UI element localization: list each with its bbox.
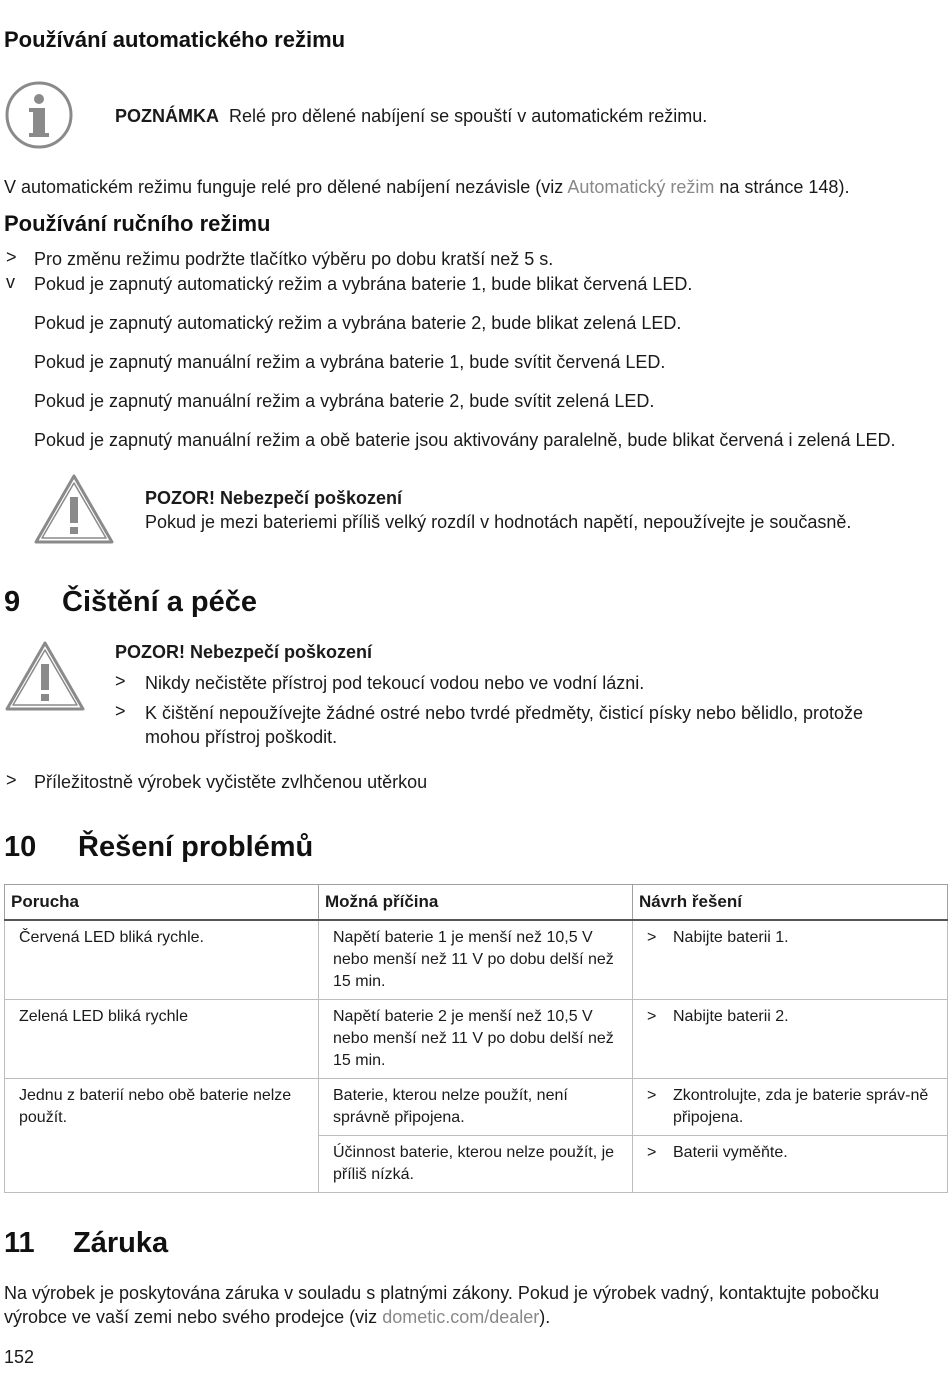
heading-section-9	[4, 586, 257, 619]
solution-text: Nabijte baterii 2.	[673, 1008, 789, 1025]
bullet-marker: >	[647, 1144, 657, 1161]
solution-cell	[633, 1000, 948, 1079]
cause-cell: Napětí baterie 2 je menší než 10,5 V nebo menší než 11 V po dobu delší než 15 min.	[319, 1000, 633, 1079]
column-header: Možná příčina	[319, 885, 633, 921]
heading-manual-mode: Používání ručního režimu	[4, 211, 271, 236]
link-automatic-mode[interactable]: Automatický režim	[567, 177, 715, 197]
manual-result: Pokud je zapnutý automatický režim a vybrána baterie 2, bude blikat zelená LED.	[34, 313, 682, 333]
warning-icon	[4, 640, 86, 712]
heading-section-11	[4, 1227, 168, 1260]
solution-text: Zkontrolujte, zda je baterie správ-ně připojena.	[673, 1087, 929, 1126]
cause-cell: Účinnost baterie, kterou nelze použít, je příliš nízká.	[319, 1136, 633, 1193]
cleaning-action: Příležitostně výrobek vyčistěte zvlhčenou utěrkou	[34, 772, 428, 792]
result-marker: v	[6, 272, 15, 292]
section-number: 10	[4, 831, 37, 863]
note-label: POZNÁMKA	[115, 106, 219, 126]
note	[115, 104, 707, 128]
bullet-marker: >	[115, 701, 126, 721]
action-marker: >	[6, 247, 17, 267]
caution-title: POZOR! Nebezpečí poškození	[115, 642, 373, 662]
auto-mode-paragraph	[4, 175, 849, 199]
note-text: Relé pro dělené nabíjení se spouští v automatickém režimu.	[229, 106, 708, 126]
caution-item: Nikdy nečistěte přístroj pod tekoucí vodou nebo ve vodní lázni.	[145, 673, 645, 693]
caution-title: POZOR! Nebezpečí poškození	[145, 488, 403, 508]
column-header: Návrh řešení	[633, 885, 948, 921]
solution-cell	[633, 920, 948, 1000]
link-dealer[interactable]: dometic.com/dealer	[382, 1307, 540, 1327]
solution-text: Baterii vyměňte.	[673, 1144, 788, 1161]
caution-text: Pokud je mezi bateriemi příliš velký rozdíl v hodnotách napětí, nepoužívejte je současně.	[145, 512, 852, 532]
solution-text: Nabijte baterii 1.	[673, 929, 789, 946]
auto-para-tail: na stránce 148).	[714, 177, 850, 197]
heading-section-10	[4, 831, 313, 864]
bullet-marker: >	[115, 671, 126, 691]
info-icon	[4, 80, 74, 150]
bullet-marker: >	[647, 929, 657, 946]
action-marker: >	[6, 770, 17, 790]
solution-cell	[633, 1136, 948, 1193]
table-row	[5, 920, 948, 1000]
bullet-marker: >	[647, 1008, 657, 1025]
fault-cell: Červená LED bliká rychle.	[5, 920, 319, 1000]
manual-result: Pokud je zapnutý manuální režim a vybrána baterie 1, bude svítit červená LED.	[34, 352, 666, 372]
table-header-row	[5, 885, 948, 921]
page-number: 152	[4, 1347, 35, 1367]
fault-cell: Zelená LED bliká rychle	[5, 1000, 319, 1079]
table-row	[5, 1000, 948, 1079]
section-title: Čištění a péče	[62, 586, 258, 618]
section-title: Záruka	[73, 1227, 169, 1259]
caution-item: K čištění nepoužívejte žádné ostré nebo tvrdé předměty, čisticí písky nebo bělidlo, protože	[145, 703, 864, 723]
section-number: 11	[4, 1227, 35, 1259]
manual-action: Pro změnu režimu podržte tlačítko výběru po dobu kratší než 5 s.	[34, 249, 554, 269]
warranty-paragraph	[4, 1281, 934, 1329]
solution-cell	[633, 1079, 948, 1136]
warranty-text: Na výrobek je poskytována záruka v souladu s platnými zákony. Pokud je výrobek vadný, kontaktujte pobočku výrobce ve vaší zemi nebo svého prodejce (viz	[4, 1283, 880, 1327]
heading-auto-mode: Používání automatického režimu	[4, 27, 346, 52]
warning-icon	[33, 473, 115, 545]
fault-cell: Jednu z baterií nebo obě baterie nelze použít.	[5, 1079, 319, 1193]
warranty-tail: ).	[539, 1307, 551, 1327]
manual-result: Pokud je zapnutý manuální režim a vybrána baterie 2, bude svítit zelená LED.	[34, 391, 655, 411]
bullet-marker: >	[647, 1087, 657, 1104]
cause-cell: Napětí baterie 1 je menší než 10,5 V nebo menší než 11 V po dobu delší než 15 min.	[319, 920, 633, 1000]
manual-result: Pokud je zapnutý automatický režim a vybrána baterie 1, bude blikat červená LED.	[34, 274, 693, 294]
section-title: Řešení problémů	[78, 831, 314, 863]
manual-result: Pokud je zapnutý manuální režim a obě baterie jsou aktivovány paralelně, bude blikat červená i zelená LED.	[34, 430, 896, 450]
troubleshooting-table	[4, 884, 948, 1193]
column-header: Porucha	[5, 885, 319, 921]
caution-item-continued: mohou přístroj poškodit.	[145, 727, 338, 747]
auto-para-text: V automatickém režimu funguje relé pro dělené nabíjení nezávisle (viz	[4, 177, 568, 197]
table-row	[5, 1079, 948, 1136]
cause-cell: Baterie, kterou nelze použít, není správně připojena.	[319, 1079, 633, 1136]
section-number: 9	[4, 586, 21, 618]
